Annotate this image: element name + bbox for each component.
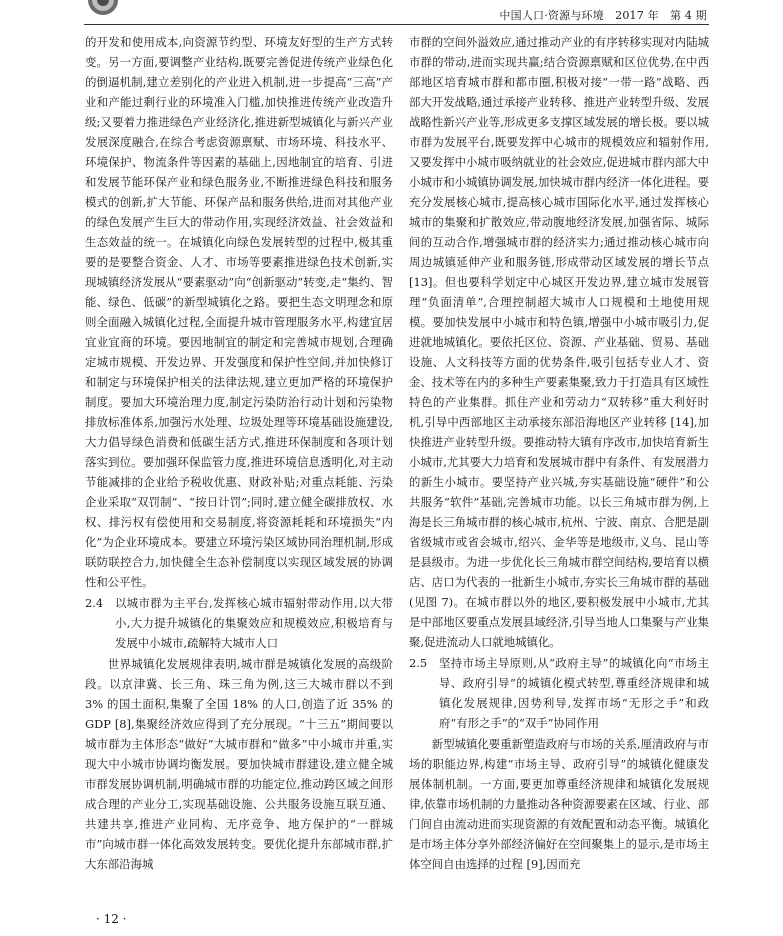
page-header [0,0,783,34]
right-paragraph-continued: 市群的空间外溢效应,通过推动产业的有序转移实现对内陆城市群的带动,进而实现共赢;结合资源禀赋和区位优势,在中西部地区培育城市群和都市圈,积极对接“一带一路”战略、西部大开发战略,通过承接产业转移、推进产业转型升级、发展战略性新兴产业等,形成更多支撑区域发展的增长极。要以城市群为发展平台,既要发挥中心城市的规模效应和辐射作用,又要发挥中小城市吸纳就业的社会效应,促进城市群内部大中小城市和小城镇协调发展,加快城市群内经济一体化进程。要充分发展核心城市,提高核心城市国际化水平,通过发挥核心城市的集聚和扩散效应,带动腹地经济发展,加强省际、城际间的互动合作,增强城市群的经济实力;通过推动核心城市向周边城镇延伸产业和服务链,形成带动区域发展的增长节点 [13]。但也要科学划定中心城区开发边界,建立城市发展管理“负面清单”,合理控制超大城市人口规模和土地使用规模。要加快发展中小城市和特色镇,增强中小城市吸引力,促进就地城镇化。要依托区位、资源、产业基础、贸易、基础设施、人文科技等方面的优势条件,吸引包括专业人才、资金、技术等在内的多种生产要素集聚,致力于打造具有区域性特色的产业集群。抓住产业和劳动力“双转移”重大利好时机,引导中西部地区主动承接东部沿海地区产业转移 [14],加快推进产业转型升级。要推动特大镇有序改市,加快培育新生小城市,尤其要大力培育和发展城市群中有条件、有发展潜力的新生小城市。要坚持产业兴城,夯实基础设施“硬件”和公共服务“软件”基础,完善城市功能。以长三角城市群为例,上海是长三角城市群的核心城市,杭州、宁波、南京、合肥是副省级城市或省会城市,绍兴、金华等是地级市,义乌、昆山等是县级市。为进一步优化长三角城市群空间结构,要培育以横店、店口为代表的一批新生小城市,夯实长三角城市群的基础(见图 7)。在城市群以外的地区,要积极发展中小城市,尤其是中部地区要重点发展县域经济,引导当地人口集聚与产业集聚,促进流动人口就地城镇化。 [409,35,709,649]
journal-logo-icon [86,0,120,22]
right-column [409,32,709,874]
left-column [85,32,393,874]
page-number: · 12 · [96,912,127,926]
section-title: 坚持市场主导原则,从“政府主导”的城镇化向“市场主导、政府引导”的城镇化模式转型,尊重经济规律和城镇化发展规律,因势利导,发挥市场“无形之手”和政府“有形之手”的“双手”协同作用 [439,656,709,730]
section-number: 2.5 [409,656,428,670]
header-rule [84,24,709,25]
left-paragraph: 世界城镇化发展规律表明,城市群是城镇化发展的高级阶段。以京津冀、长三角、珠三角为例,这三大城市群以不到 3% 的国土面积,集聚了全国 18% 的人口,创造了近 35% 的 GDP [8],集聚经济效应得到了充分展现。“十三五”期间要以城市群为主体形态“做好”大城市群和“做多”中小城市并重,实现大中小城市协调均衡发展。要加快城市群建设,建立健全城市群发展协调机制,明确城市群的功能定位,推动跨区域之间形成合理的产业分工,实现基础设施、公共服务设施互联互通、共建共享,推进产业同构、无序竞争、地方保护的“一群城市”向城市群一体化高效发展转变。要优化提升东部城市群,扩大东部沿海城 [85,657,393,871]
left-paragraph-continued: 的开发和使用成本,向资源节约型、环境友好型的生产方式转变。另一方面,要调整产业结构,既要完善促进传统产业绿色化的倒逼机制,建立差别化的产业进入机制,进一步提高“三高”产业和产能过剩行业的环境准入门槛,加快推进传统产业改造升级;又要着力推进绿色产业经济化,推进新型城镇化与新兴产业发展深度融合,在综合考虑资源禀赋、市场环境、科技水平、环境保护、物流条件等因素的基础上,因地制宜的培育、引进和发展节能环保产业和绿色服务业,不断推进绿色科技和服务模式的创新,扩大节能、环保产品和服务供给,进而对其他产业的绿色发展产生巨大的带动作用,实现经济效益、社会效益和生态效益的统一。在城镇化向绿色发展转型的过程中,极其重要的是要整合资金、人才、市场等要素推进绿色技术创新,实现城镇经济发展从“要素驱动”向“创新驱动”转变,走“集约、智能、绿色、低碳”的新型城镇化之路。要把生态文明理念和原则全面融入城镇化过程,全面提升城市管理服务水平,构建宜居宜业宜商的环境。要因地制宜的制定和完善城市规划,合理确定城市规模、开发边界、开发强度和保护性空间,并加快修订和制定与环境保护相关的法律法规,建立更加严格的环境保护制度。要加大环境治理力度,制定污染防治行动计划和污染物排放标准体系,加强污水处理、垃圾处理等环境基础设施建设,大力倡导绿色消费和低碳生活方式,推进环保制度和各项计划落实到位。要加强环保监管力度,推进环境信息透明化,对主动节能减排的企业给予税收优惠、财政补贴;对重点耗能、污染企业采取“双罚制”、“按日计罚”;同时,建立健全碳排放权、水权、排污权有偿使用和交易制度,将资源耗耗和环境损失“内化”为企业环境成本。要建立环境污染区域协同治理机制,形成联防联控合力,加快健全生态补偿制度以实现区域发展的协调性和公平性。 [85,35,393,589]
section-heading-2-4 [85,593,393,653]
right-paragraph: 新型城镇化要重新塑造政府与市场的关系,厘清政府与市场的职能边界,构建“市场主导、政府引导”的城镇化健康发展体制机制。一方面,要更加尊重经济规律和城镇化发展规律,依靠市场机制的力量推动各种资源要素在区域、行业、部门间自由流动进而实现资源的有效配置和动态平衡。城镇化是市场主体分享外部经济偏好在空间聚集上的显示,是市场主体空间自由选择的过程 [9],因而充 [409,737,709,871]
section-heading-2-5 [409,653,709,733]
journal-running-head: 中国人口·资源与环境 2017 年 第 4 期 [499,9,707,22]
section-title: 以城市群为主平台,发挥核心城市辐射带动作用,以大带小,大力提升城镇化的集聚效应和规模效应,积极培育与发展中小城市,疏解特大城市人口 [115,596,393,650]
section-number: 2.4 [85,596,104,610]
